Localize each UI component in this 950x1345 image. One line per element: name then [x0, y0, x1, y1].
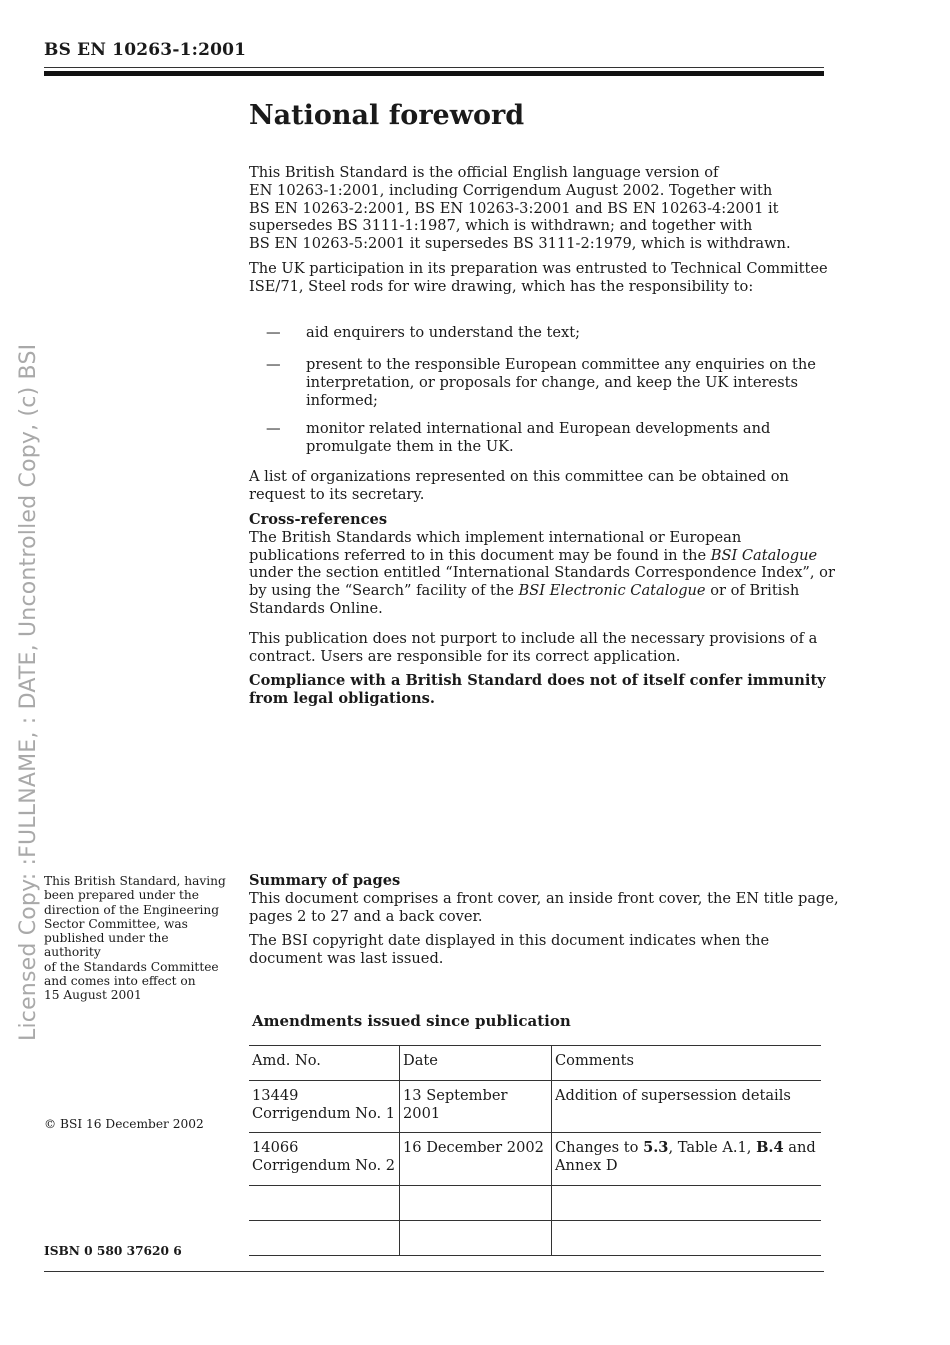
text-line: published under the authority: [44, 931, 169, 960]
footer-rule: [44, 1271, 824, 1272]
text-line: Sector Committee, was: [44, 916, 188, 931]
text-line: [249, 547, 839, 565]
column-header: Date: [400, 1046, 552, 1081]
text-line: 15 August 2001: [44, 988, 142, 1003]
text-line: been prepared under the: [44, 888, 199, 903]
text-line: Standards Online.: [249, 599, 383, 617]
text-line: of the Standards Committee: [44, 959, 219, 974]
text-line: informed;: [306, 391, 378, 409]
table-row-empty: [249, 1221, 821, 1256]
copyright-notice: © BSI 16 December 2002: [44, 1117, 204, 1131]
text-line: The British Standards which implement international or European: [249, 528, 742, 546]
text-line: aid enquirers to understand the text;: [306, 324, 581, 341]
text-span: , Table A.1,: [668, 1139, 757, 1156]
bsi-catalogue-title: BSI Catalogue: [710, 546, 818, 564]
text-span: by using the “Search” facility of the: [249, 582, 519, 600]
document-id: BS EN 10263-1:2001: [44, 40, 247, 60]
list-item: [306, 324, 826, 342]
date-cell: 16 December 2002: [400, 1133, 552, 1186]
text-line: 13449: [252, 1087, 299, 1104]
text-line: and comes into effect on: [44, 974, 196, 989]
table-row: [249, 1081, 821, 1133]
text-line: [555, 1139, 818, 1157]
list-dash: —: [266, 324, 281, 341]
text-line: Annex D: [555, 1156, 618, 1174]
clause-ref: B.4: [756, 1139, 784, 1156]
text-line: The BSI copyright date displayed in this document indicates when the: [249, 932, 770, 949]
empty-cell: [552, 1221, 822, 1256]
empty-cell: [249, 1221, 400, 1256]
text-line: request to its secretary.: [249, 485, 425, 503]
isbn: ISBN 0 580 37620 6: [44, 1244, 182, 1258]
header-rule-thick: [44, 71, 824, 76]
table-row-empty: [249, 1186, 821, 1221]
amendments-heading: Amendments issued since publication: [252, 1012, 571, 1030]
header-rule-thin: [44, 67, 824, 68]
text-span: Changes to: [555, 1139, 644, 1156]
text-line: BS EN 10263-5:2001 it supersedes BS 3111-2:1979, which is withdrawn.: [249, 235, 791, 253]
empty-cell: [400, 1186, 552, 1221]
text-line: EN 10263-1:2001, including Corrigendum August 2002. Together with: [249, 181, 773, 199]
text-line: [249, 582, 839, 600]
text-line: Compliance with a British Standard does not of itself confer immunity: [249, 672, 826, 689]
text-line: A list of organizations represented on this committee can be obtained on: [249, 468, 789, 485]
table-row: [249, 1133, 821, 1186]
intro-paragraph: [249, 164, 829, 253]
text-line: under the section entitled “International Standards Correspondence Index”, or: [249, 564, 835, 582]
column-header: Comments: [552, 1046, 822, 1081]
text-line: This British Standard, having: [44, 874, 226, 888]
comments-cell: [552, 1133, 822, 1186]
compliance-statement: [249, 672, 839, 708]
copyright-date-paragraph: [249, 932, 839, 968]
text-line: This publication does not purport to include all the necessary provisions of a: [249, 630, 818, 647]
license-watermark: Licensed Copy: :FULLNAME, : DATE, Uncontrolled Copy, (c) BSI: [16, 343, 41, 1041]
list-item: [306, 356, 826, 409]
effective-date-note: [44, 874, 229, 1003]
text-line: This British Standard is the official English language version of: [249, 164, 719, 181]
text-line: Corrigendum No. 1: [252, 1104, 396, 1122]
date-cell: 13 September 2001: [400, 1081, 552, 1133]
text-span: and: [783, 1139, 816, 1156]
summary-heading: Summary of pages: [249, 872, 401, 889]
text-line: ISE/71, Steel rods for wire drawing, which has the responsibility to:: [249, 277, 754, 295]
text-line: This document comprises a front cover, an inside front cover, the EN title page,: [249, 889, 839, 907]
text-line: contract. Users are responsible for its correct application.: [249, 647, 681, 665]
text-line: BS EN 10263-2:2001, BS EN 10263-3:2001 and BS EN 10263-4:2001 it: [249, 199, 779, 217]
text-line: supersedes BS 3111-1:1987, which is withdrawn; and together with: [249, 217, 753, 235]
text-line: promulgate them in the UK.: [306, 437, 514, 455]
cross-references-heading: Cross-references: [249, 511, 388, 528]
bsi-electronic-catalogue-title: BSI Electronic Catalogue: [518, 582, 706, 600]
list-item: [306, 420, 826, 456]
participation-paragraph: [249, 260, 839, 296]
table-header-row: [249, 1046, 821, 1081]
text-line: Corrigendum No. 2: [252, 1156, 396, 1174]
text-line: interpretation, or proposals for change, and keep the UK interests: [306, 373, 798, 391]
amd-no-cell: [249, 1133, 400, 1186]
text-line: present to the responsible European committee any enquiries on the: [306, 356, 816, 373]
text-span: or of British: [705, 582, 800, 600]
empty-cell: [249, 1186, 400, 1221]
list-dash: —: [266, 420, 281, 437]
list-dash: —: [266, 356, 281, 373]
page-title: National foreword: [249, 100, 525, 131]
text-span: publications referred to in this document may be found in the: [249, 546, 711, 564]
amd-no-cell: [249, 1081, 400, 1133]
text-line: monitor related international and European developments and: [306, 420, 771, 437]
cross-references-section: [249, 511, 839, 618]
committee-list-paragraph: [249, 468, 829, 504]
empty-cell: [400, 1221, 552, 1256]
comments-cell: Addition of supersession details: [552, 1081, 822, 1133]
text-line: pages 2 to 27 and a back cover.: [249, 907, 483, 925]
text-line: 14066: [252, 1139, 299, 1156]
text-line: direction of the Engineering: [44, 902, 220, 917]
amendments-table: [249, 1045, 821, 1256]
column-header: Amd. No.: [252, 1052, 321, 1069]
empty-cell: [552, 1186, 822, 1221]
summary-of-pages-section: [249, 872, 839, 925]
text-line: document was last issued.: [249, 949, 444, 967]
clause-ref: 5.3: [643, 1139, 669, 1156]
provisions-paragraph: [249, 630, 839, 666]
text-line: The UK participation in its preparation was entrusted to Technical Committee: [249, 260, 828, 277]
text-line: from legal obligations.: [249, 689, 435, 707]
